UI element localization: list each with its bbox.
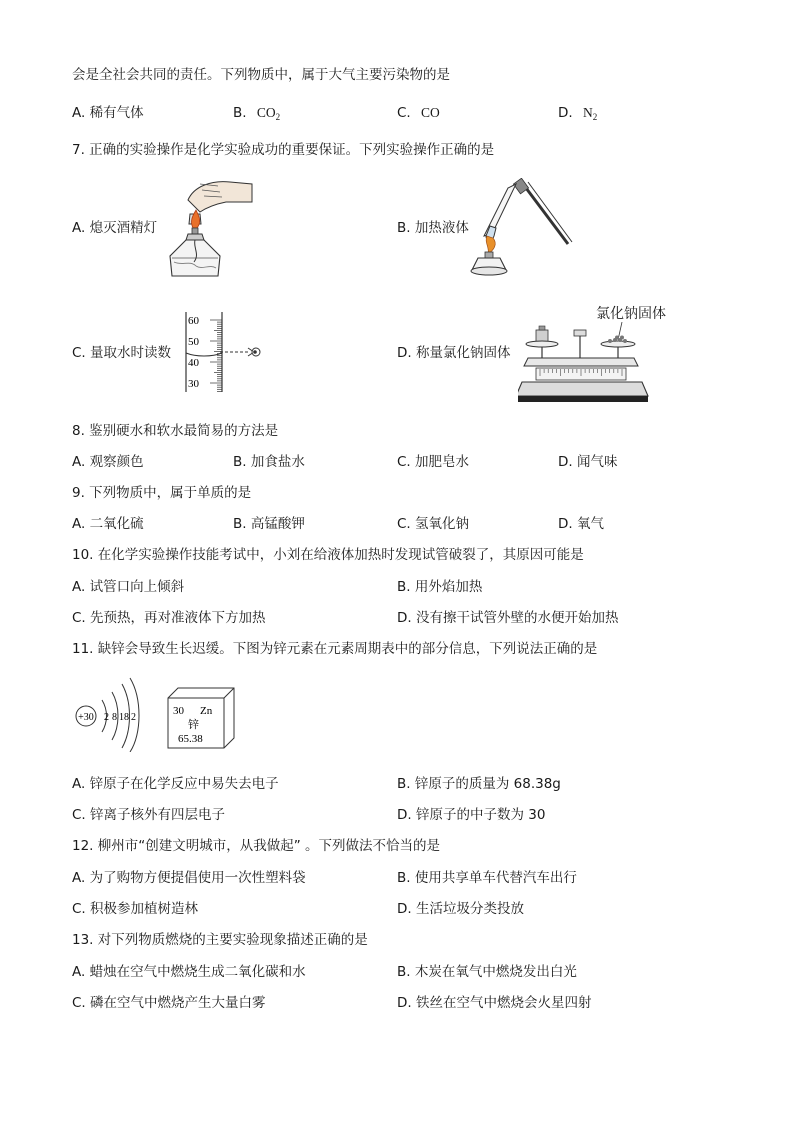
q6-stem: 会是全社会共同的责任。下列物质中，属于大气主要污染物的是: [72, 67, 450, 83]
q13-option-c: C. 磷在空气中燃烧产生大量白雾: [72, 995, 266, 1011]
balance-beam: [524, 358, 638, 366]
q6-option-b-formula: [257, 105, 280, 120]
nucleus-charge: +30: [78, 712, 94, 723]
element-name: 锌: [188, 718, 199, 731]
left-pan: [526, 341, 558, 347]
shell-1-count: 2: [104, 712, 109, 723]
shell-4-count: 2: [131, 712, 136, 723]
q11-option-b: B. 锌原子的质量为 68.38g: [397, 776, 561, 792]
pointer-head: [574, 330, 586, 336]
meniscus: [186, 353, 222, 356]
heating-test-tube-figure: [468, 178, 573, 278]
q13-stem: 13. 对下列物质燃烧的主要实验现象描述正确的是: [72, 932, 368, 948]
alcohol-lamp-cap-figure: [160, 172, 255, 282]
q9-option-b: B. 高锰酸钾: [233, 516, 305, 532]
q10-option-d: D. 没有擦干试管外壁的水便开始加热: [397, 610, 619, 626]
q12-option-d: D. 生活垃圾分类投放: [397, 901, 524, 917]
q9-option-c: C. 氢氧化钠: [397, 516, 470, 532]
balance-label: 氯化钠固体: [596, 306, 666, 322]
q7-option-d: D. 称量氯化钠固体: [397, 345, 511, 361]
q8-option-d: D. 闻气味: [558, 454, 618, 470]
q6-option-b-label: B.: [233, 105, 247, 121]
atomic-number: 30: [173, 705, 184, 717]
shell-3-count: 18: [119, 712, 129, 723]
q11-option-a: A. 锌原子在化学反应中易失去电子: [72, 776, 279, 792]
cylinder-tick-label: 60: [188, 315, 199, 327]
q12-option-a: A. 为了购物方便提倡使用一次性塑料袋: [72, 870, 306, 886]
weight-knob: [539, 326, 545, 330]
cylinder-tick-label: 30: [188, 378, 199, 390]
shell-2-count: 8: [112, 712, 117, 723]
q7-option-a: A. 熄灭酒精灯: [72, 220, 158, 236]
zinc-atom-structure-figure: [72, 676, 146, 752]
q10-stem: 10. 在化学实验操作技能考试中，小刘在给液体加热时发现试管破裂了，其原因可能是: [72, 547, 584, 563]
q8-option-c: C. 加肥皂水: [397, 454, 470, 470]
q6-d-formula-text: N: [582, 105, 593, 120]
q6-option-d-label: D.: [558, 105, 573, 121]
q12-option-c: C. 积极参加植树造林: [72, 901, 199, 917]
q12-option-b: B. 使用共享单车代替汽车出行: [397, 870, 577, 886]
balance-figure: [518, 322, 653, 404]
atomic-mass: 65.38: [178, 733, 203, 745]
q8-stem: 8. 鉴别硬水和软水最简易的方法是: [72, 423, 279, 439]
q7-option-c: C. 量取水时读数: [72, 345, 172, 361]
q7-option-b: B. 加热液体: [397, 220, 469, 236]
q9-option-a: A. 二氧化硫: [72, 516, 144, 532]
balance-base-bottom: [518, 396, 648, 402]
q6-b-formula-text: CO: [256, 105, 276, 120]
q11-option-c: C. 锌离子核外有四层电子: [72, 807, 226, 823]
q9-option-d: D. 氧气: [558, 516, 604, 532]
q6-option-c-label: C.: [397, 105, 411, 121]
q6-option-c-formula: CO: [421, 105, 440, 120]
q13-option-b: B. 木炭在氧气中燃烧发出白光: [397, 964, 577, 980]
q8-option-a: A. 观察颜色: [72, 454, 144, 470]
q6-option-b: [233, 104, 280, 126]
q13-option-a: A. 蜡烛在空气中燃烧生成二氧化碳和水: [72, 964, 306, 980]
q6-option-a: A. 稀有气体: [72, 105, 144, 121]
element-symbol: Zn: [200, 705, 213, 717]
weight-icon: [536, 330, 548, 342]
q6-option-d-formula: [583, 105, 597, 120]
q11-stem: 11. 缺锌会导致生长迟缓。下图为锌元素在元素周期表中的部分信息，下列说法正确的是: [72, 641, 598, 657]
eye-pupil: [253, 350, 257, 354]
q6-b-formula-sub: 2: [275, 112, 281, 122]
q11-option-d: D. 锌原子的中子数为 30: [397, 807, 546, 823]
q10-option-a: A. 试管口向上倾斜: [72, 579, 185, 595]
q6-option-d: [558, 104, 597, 126]
q9-stem: 9. 下列物质中，属于单质的是: [72, 485, 252, 501]
q8-option-b: B. 加食盐水: [233, 454, 305, 470]
measuring-cylinder-figure: [180, 308, 270, 394]
balance-base: [518, 382, 648, 396]
q13-option-d: D. 铁丝在空气中燃烧会火星四射: [397, 995, 592, 1011]
cylinder-tick-label: 40: [188, 357, 199, 369]
q12-stem: 12. 柳州市“创建文明城市，从我做起” 。下列做法不恰当的是: [72, 838, 441, 854]
q10-option-b: B. 用外焰加热: [397, 579, 483, 595]
q10-option-c: C. 先预热，再对准液体下方加热: [72, 610, 266, 626]
q6-option-c: [397, 104, 440, 122]
q6-d-formula-sub: 2: [592, 112, 598, 122]
zinc-periodic-cell: [166, 686, 236, 750]
cylinder-tick-label: 50: [188, 336, 199, 348]
right-pan: [601, 341, 635, 347]
q7-stem: 7. 正确的实验操作是化学实验成功的重要保证。下列实验操作正确的是: [72, 142, 495, 158]
